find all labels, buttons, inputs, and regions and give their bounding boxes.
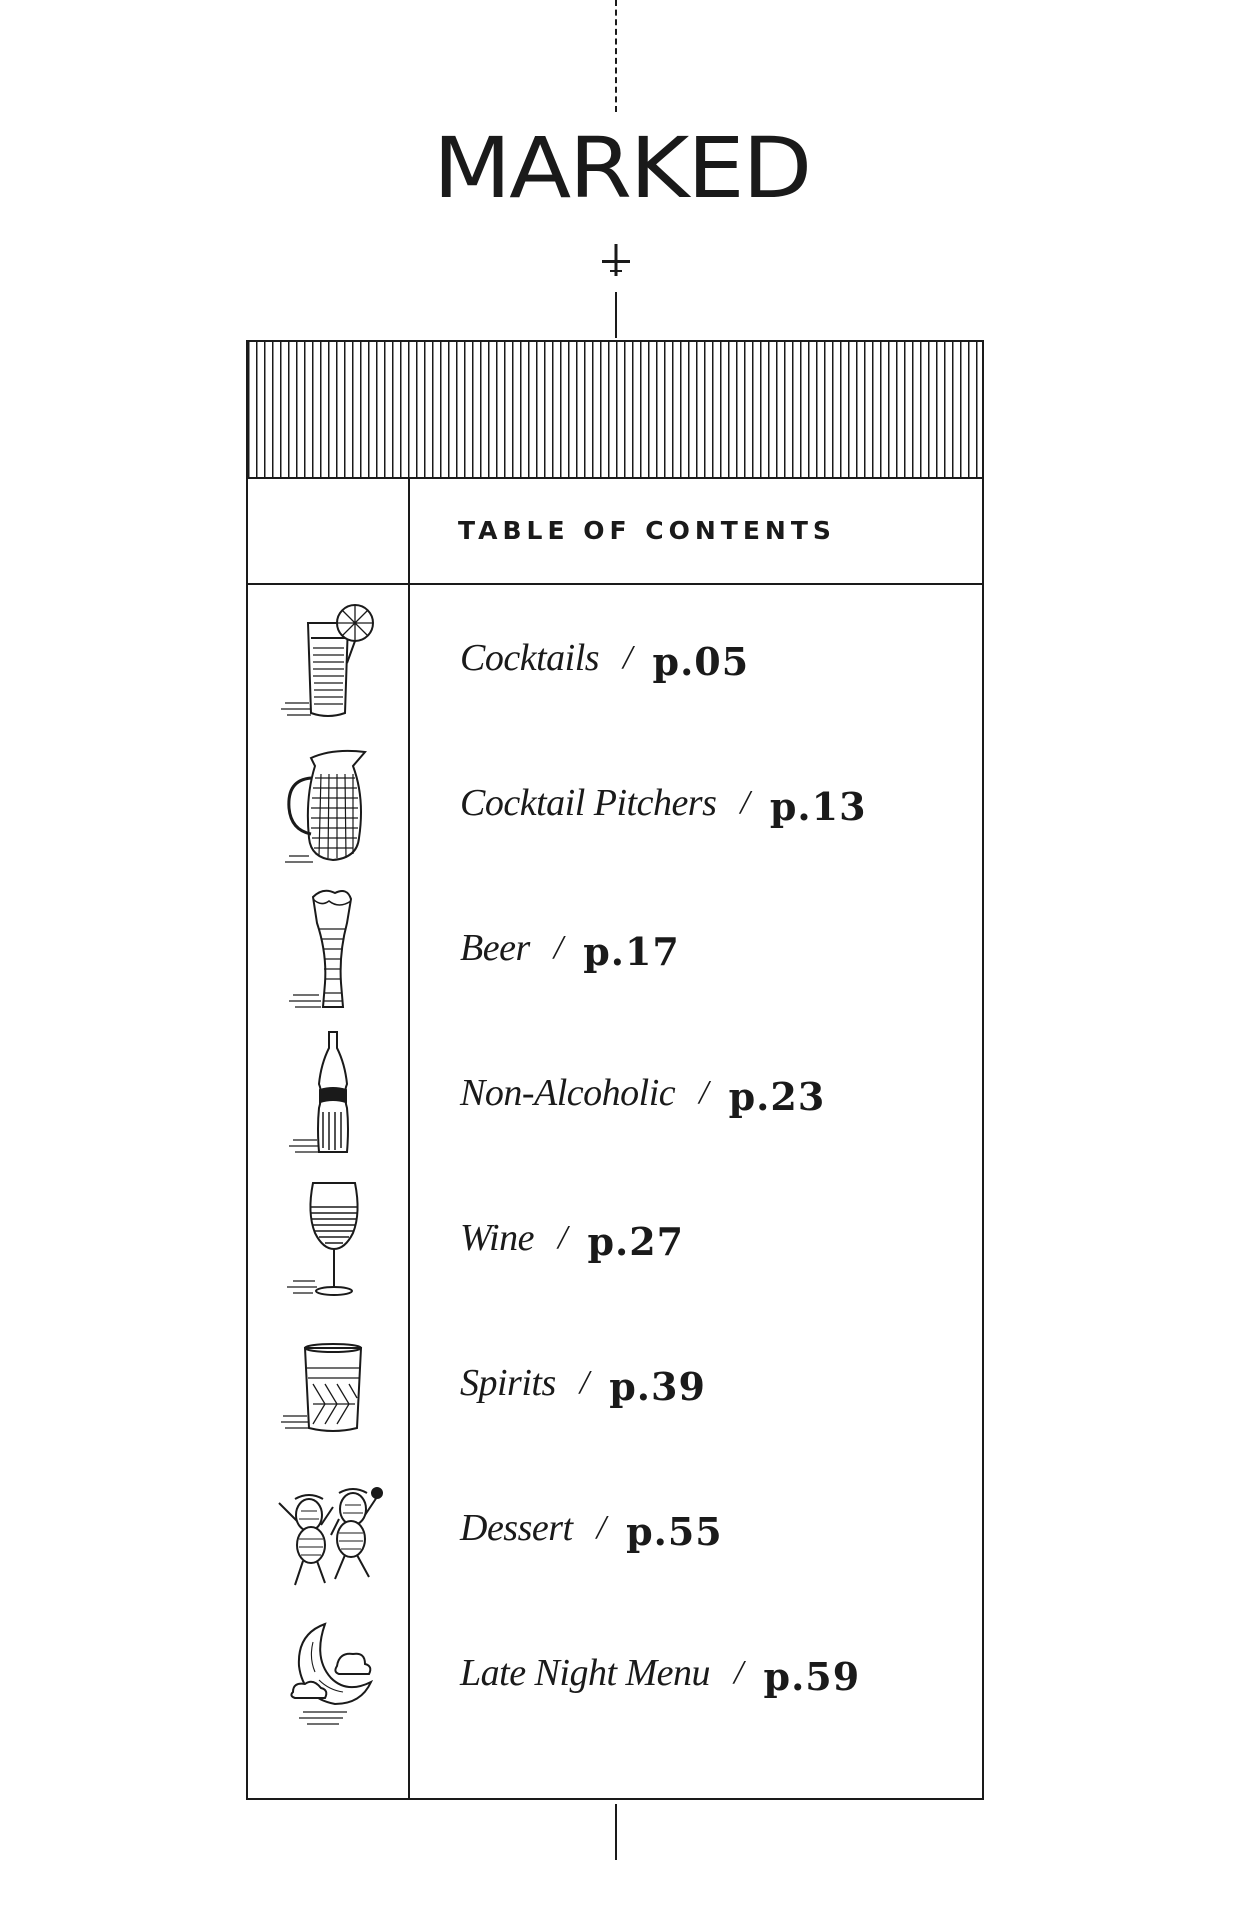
entry-name: Cocktail Pitchers xyxy=(460,781,717,824)
entry-separator: / xyxy=(740,783,750,821)
entry-icon-cell xyxy=(248,875,408,1020)
moon-cloud-icon xyxy=(273,1608,383,1738)
entry-text xyxy=(460,1020,825,1165)
entry-name: Beer xyxy=(460,926,530,969)
entry-page-number: p.39 xyxy=(609,1364,706,1409)
brand-wordmark: MARKED xyxy=(432,119,811,217)
entry-name: Dessert xyxy=(460,1506,573,1549)
entry-separator: / xyxy=(557,1218,568,1256)
entry-page-number: p.13 xyxy=(769,784,867,829)
entry-text xyxy=(460,1455,723,1600)
entry-text xyxy=(460,875,680,1020)
toc-entry-non-alcoholic[interactable] xyxy=(248,1020,982,1165)
dancing-peanuts-icon xyxy=(253,1463,403,1593)
entry-separator: / xyxy=(596,1508,607,1546)
entry-separator: / xyxy=(699,1073,709,1111)
entry-separator: / xyxy=(579,1363,590,1401)
rocks-glass-icon xyxy=(273,1318,383,1448)
entry-icon-cell xyxy=(248,1455,408,1600)
entry-name: Non-Alcoholic xyxy=(460,1071,676,1114)
soda-bottle-icon xyxy=(273,1028,383,1158)
entry-icon-cell xyxy=(248,1165,408,1310)
toc-title: TABLE OF CONTENTS xyxy=(458,516,836,545)
airplane-cross-icon xyxy=(596,240,636,280)
entry-icon-cell xyxy=(248,730,408,875)
entry-text xyxy=(460,730,867,875)
entry-name: Cocktails xyxy=(460,636,600,679)
entry-text xyxy=(460,1600,860,1745)
entry-separator: / xyxy=(553,928,564,966)
connector-line-bottom xyxy=(615,1804,617,1860)
toc-entry-dessert[interactable] xyxy=(248,1455,982,1600)
entry-name: Late Night Menu xyxy=(460,1651,711,1694)
toc-entry-spirits[interactable] xyxy=(248,1310,982,1455)
striped-header-band xyxy=(248,342,982,479)
entry-page-number: p.55 xyxy=(626,1509,723,1554)
entry-text xyxy=(460,1310,706,1455)
entry-separator: / xyxy=(734,1653,744,1691)
entry-page-number: p.27 xyxy=(587,1219,685,1264)
entry-separator: / xyxy=(623,638,633,676)
beer-glass-icon xyxy=(273,883,383,1013)
entry-page-number: p.05 xyxy=(652,639,750,684)
table-of-contents-card xyxy=(246,340,984,1800)
entry-icon-cell xyxy=(248,1600,408,1745)
entry-text xyxy=(460,585,749,730)
entry-text xyxy=(460,1165,684,1310)
toc-entry-wine[interactable] xyxy=(248,1165,982,1310)
toc-entry-beer[interactable] xyxy=(248,875,982,1020)
connector-line-top xyxy=(615,292,617,338)
entry-icon-cell xyxy=(248,585,408,730)
brand-title xyxy=(0,119,1243,217)
toc-header-row xyxy=(248,479,982,585)
entry-name: Wine xyxy=(460,1216,534,1259)
entry-page-number: p.59 xyxy=(763,1654,861,1699)
entry-name: Spirits xyxy=(460,1361,556,1404)
entry-icon-cell xyxy=(248,1310,408,1455)
toc-entry-late-night-menu[interactable] xyxy=(248,1600,982,1745)
entry-page-number: p.17 xyxy=(583,929,680,974)
dashed-line-top xyxy=(615,0,617,112)
entry-page-number: p.23 xyxy=(728,1074,826,1119)
entry-icon-cell xyxy=(248,1020,408,1165)
toc-entry-cocktails[interactable] xyxy=(248,585,982,730)
pitcher-icon xyxy=(273,738,383,868)
wine-glass-icon xyxy=(273,1173,383,1303)
toc-entry-cocktail-pitchers[interactable] xyxy=(248,730,982,875)
cocktail-glass-icon xyxy=(273,593,383,723)
